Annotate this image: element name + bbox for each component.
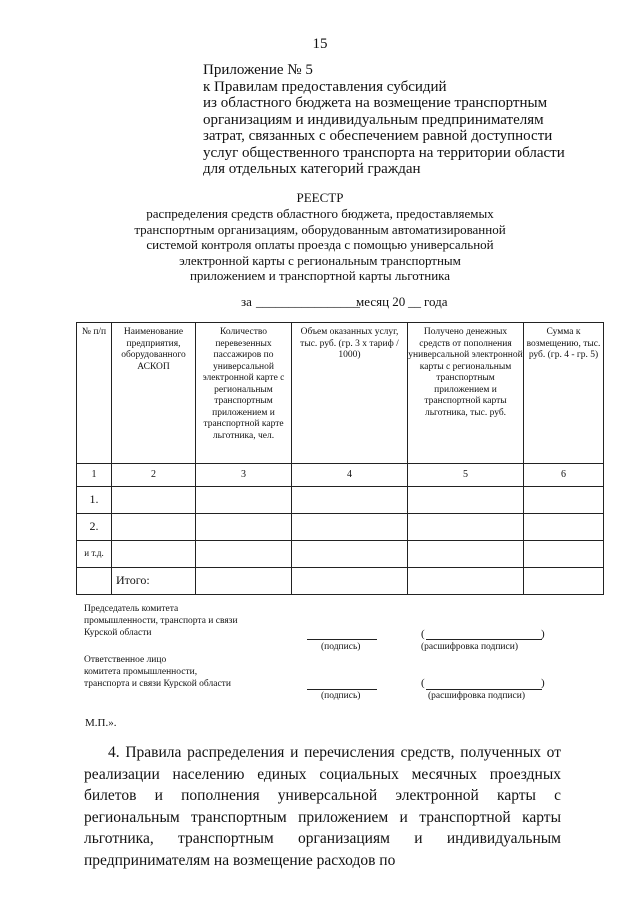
registry-title: РЕЕСТР [296, 190, 344, 205]
column-number: 4 [292, 464, 408, 487]
signatory-position [84, 654, 231, 690]
table-cell [524, 541, 604, 568]
table-cell [408, 541, 524, 568]
column-number: 3 [196, 464, 292, 487]
table-cell [77, 568, 112, 595]
row-number: 1. [77, 487, 112, 514]
registry-subtitle-line: системой контроля оплаты проезда с помощью универсальной [146, 237, 494, 252]
period-suffix: года [424, 294, 448, 309]
appendix-header [203, 62, 603, 178]
decoding-close-paren: ) [541, 628, 545, 640]
page-number: 15 [312, 36, 328, 52]
period-month-text: месяц 20 [356, 294, 406, 309]
section-4-paragraph: 4. Правила распределения и перечисления средств, полученных от реализации населению единых социальных месячных проездных билетов и пополнения универсальной электронной карты с региональным транспортным приложением и транспортной карты льготника, транспортным организациям и индивидуальным предпринимателям на возмещение расходов по [84, 744, 561, 869]
column-number: 1 [77, 464, 112, 487]
table-cell [196, 487, 292, 514]
signature-line [307, 689, 377, 690]
position-line: промышленности, транспорта и связи [84, 616, 238, 626]
column-number: 2 [112, 464, 196, 487]
position-line: Курской области [84, 628, 152, 638]
table-cell [292, 541, 408, 568]
period-blank: ________________ [256, 294, 360, 309]
table-cell [112, 541, 196, 568]
decoding-line [426, 639, 542, 640]
position-line: Ответственное лицо [84, 655, 167, 665]
table-cell [408, 514, 524, 541]
position-line: транспорта и связи Курской области [84, 679, 231, 689]
table-cell [524, 514, 604, 541]
table-cell [196, 541, 292, 568]
signature-line [307, 639, 377, 640]
period-year-blank: __ [408, 294, 421, 309]
row-number: и т.д. [77, 541, 112, 568]
decoding-line [426, 689, 542, 690]
registry-subtitle [130, 206, 510, 284]
header-cell: Количество перевезенных пассажиров по универсальной электронной карте с региональным транспортным приложением и транспортной карте льготника, чел. [196, 323, 292, 464]
table-cell [292, 487, 408, 514]
table-cell [408, 487, 524, 514]
table-cell [196, 514, 292, 541]
table-cell [292, 568, 408, 595]
decoding-open-paren: ( [421, 628, 425, 640]
appendix-line: организациям и индивидуальным предпринимателям [203, 111, 544, 128]
header-cell: № п/п [77, 323, 112, 464]
table-header-row [77, 323, 604, 464]
decoding-caption: (расшифровка подписи) [421, 642, 518, 652]
table-cell [408, 568, 524, 595]
row-number: 2. [77, 514, 112, 541]
table-cell [292, 514, 408, 541]
appendix-line: услуг общественного транспорта на территории области [203, 144, 565, 161]
total-row [77, 568, 604, 595]
registry-subtitle-line: распределения средств областного бюджета, предоставляемых [146, 206, 494, 221]
signatory-position [84, 603, 238, 639]
column-number: 5 [408, 464, 524, 487]
registry-subtitle-line: приложением и транспортной карты льготника [189, 268, 451, 283]
signature-caption: (подпись) [321, 642, 361, 652]
appendix-line: к Правилам предоставления субсидий [203, 78, 447, 95]
header-cell: Наименование предприятия, оборудованного АСКОП [112, 323, 196, 464]
decoding-caption: (расшифровка подписи) [428, 691, 525, 701]
column-number: 6 [524, 464, 604, 487]
position-line: Председатель комитета [84, 604, 179, 614]
table-cell [196, 568, 292, 595]
seal-label: М.П.». [85, 717, 117, 729]
decoding-close-paren: ) [541, 677, 545, 689]
appendix-line: для отдельных категорий граждан [203, 161, 421, 177]
period-prefix: за [241, 294, 252, 309]
header-cell: Объем оказанных услуг, тыс. руб. (гр. 3 х тариф / 1000) [292, 323, 408, 464]
appendix-title: Приложение № 5 [203, 62, 313, 78]
total-label: Итого: [112, 568, 196, 595]
table-row [77, 487, 604, 514]
header-cell: Получено денежных средств от пополнения универсальной электронной карты с региональным транспортным приложением и транспортной карты льготника, тыс. руб. [408, 323, 524, 464]
table-row [77, 514, 604, 541]
appendix-line: из областного бюджета на возмещение транспортным [203, 95, 548, 111]
table-cell [112, 487, 196, 514]
table-cell [112, 514, 196, 541]
position-line: комитета промышленности, [84, 667, 198, 677]
registry-subtitle-line: электронной карты с региональным транспортным [179, 252, 461, 268]
appendix-line: затрат, связанных с обеспечением равной доступности [203, 128, 553, 144]
signature-caption: (подпись) [321, 691, 361, 701]
decoding-open-paren: ( [421, 677, 425, 689]
column-number-row [77, 464, 604, 487]
registry-table [76, 322, 604, 595]
registry-subtitle-line: транспортным организациям, оборудованным автоматизированной [134, 221, 506, 237]
header-cell: Сумма к возмещению, тыс. руб. (гр. 4 - гр. 5) [524, 323, 604, 464]
table-row [77, 541, 604, 568]
table-cell [524, 568, 604, 595]
table-cell [524, 487, 604, 514]
